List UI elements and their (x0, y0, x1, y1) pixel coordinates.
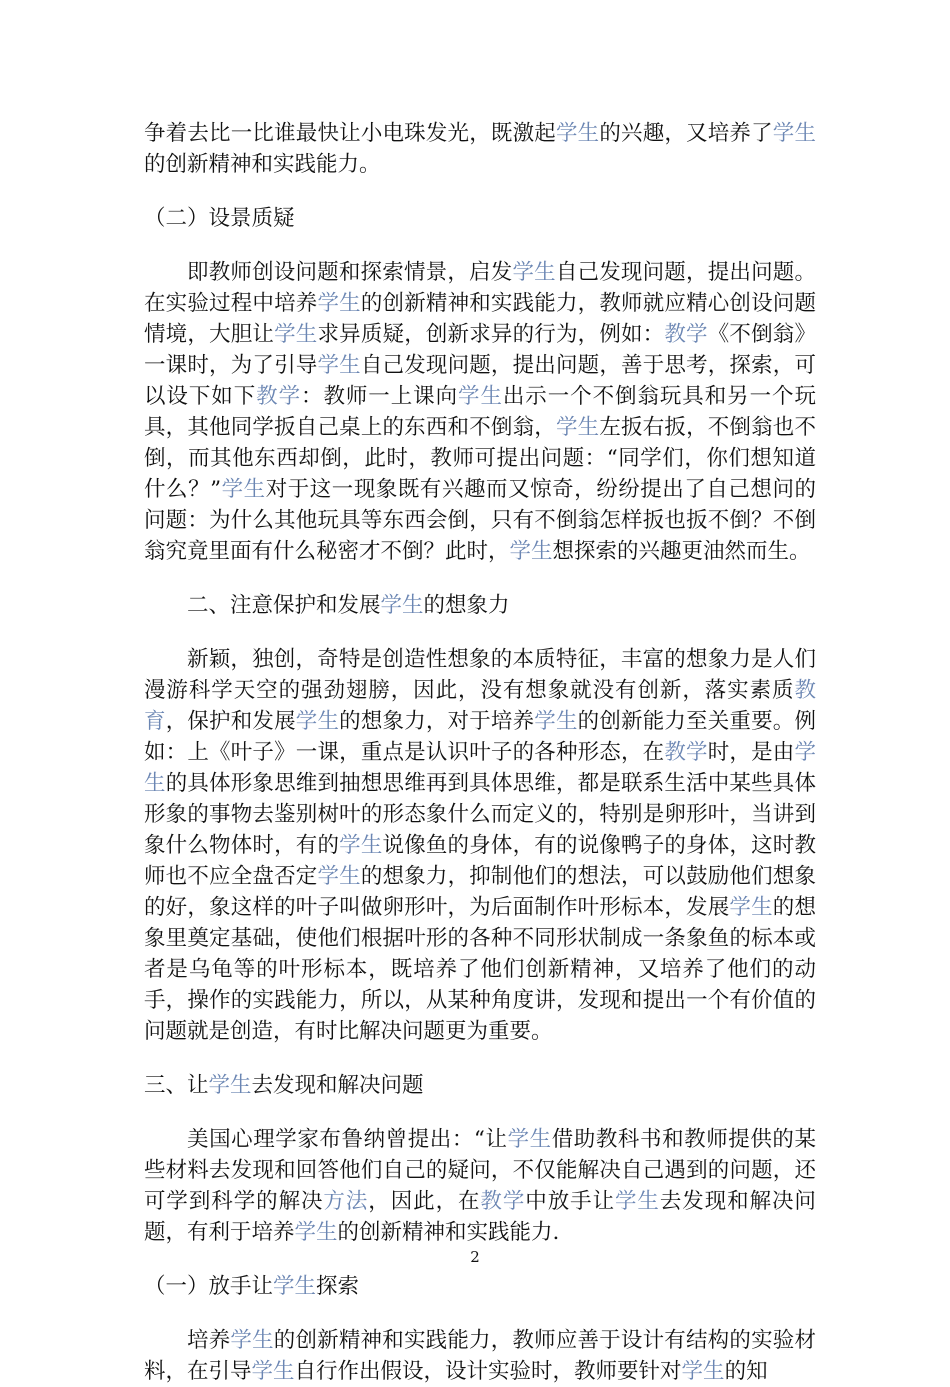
keyword-link[interactable]: 学生 (230, 1328, 274, 1353)
keyword-link[interactable]: 教学 (664, 740, 708, 765)
text-run: 新颖，独创，奇特是创造性想象的本质特征，丰富的想象力是人们漫游科学天空的强劲翅膀，因此，没有想象就没有创新，落实素质 (144, 647, 816, 703)
text-run: 的创新精神和实践能力。 (144, 152, 381, 177)
section-heading (144, 1271, 816, 1302)
section-heading (144, 590, 816, 621)
text-run: ：教师一上课向 (301, 384, 459, 409)
keyword-link[interactable]: 学生 (615, 1189, 660, 1214)
keyword-link[interactable]: 学生 (772, 121, 816, 146)
text-run: 的想象力 (423, 593, 510, 618)
keyword-link[interactable]: 学生 (729, 895, 773, 920)
text-run: 自己发现问题，提出问题。在实验过程中培养 (144, 260, 816, 316)
text-run: 的想象力，抑制他们的想法，可以鼓励他们想象的好，象这样的叶子叫做卵形叶，为后面制作叶形标本，发展 (144, 864, 816, 920)
text-run: 《不倒翁》一课时，为了引导 (144, 322, 816, 378)
keyword-link[interactable]: 方法 (323, 1189, 369, 1214)
text-run: 的创新能力至关重要。例如：上《叶子》一课，重点是认识叶子的各种形态，在 (144, 709, 816, 765)
keyword-link[interactable]: 学生 (555, 415, 600, 440)
paragraph (144, 1124, 816, 1248)
paragraph (144, 644, 816, 1047)
text-run: 自行作出假设，设计实验时，教师要针对 (294, 1359, 682, 1384)
text-run: 的创新精神和实践能力，教师应善于设计有结构的实验材料，在引导 (144, 1328, 816, 1384)
text-run: ，保护和发展 (165, 709, 296, 734)
keyword-link[interactable]: 学生 (339, 833, 383, 858)
keyword-link[interactable]: 学生 (512, 260, 556, 285)
keyword-link[interactable]: 学生 (534, 709, 578, 734)
text-run: 对于这一现象既有兴趣而又惊奇，纷纷提出了自己想问的问题：为什么其他玩具等东西会倒，只有不倒翁怎样扳也扳不倒？不倒翁究竟里面有什么秘密才不倒？此时， (144, 477, 816, 564)
text-run: （一）放手让 (144, 1274, 274, 1299)
keyword-link[interactable]: 学生 (273, 1274, 317, 1299)
keyword-link[interactable]: 教学 (664, 322, 708, 347)
text-run: （二）设景质疑 (144, 206, 295, 231)
text-run: 的想象里奠定基础，使他们根据叶形的各种不同形状制成一条象鱼的标本或者是乌龟等的叶形标本，既培养了他们创新精神，又培养了他们的动手，操作的实践能力，所以，从某种角度讲，发现和提出一个有价值的问题就是创造，有时比解决问题更为重要。 (144, 895, 816, 1044)
text-run: 的想象力，对于培养 (339, 709, 535, 734)
page-number: 2 (470, 1248, 480, 1266)
keyword-link[interactable]: 教育 (144, 678, 816, 734)
paragraph (144, 1325, 816, 1387)
keyword-link[interactable]: 学生 (458, 384, 503, 409)
paragraph (144, 257, 816, 567)
text-run: 的创新精神和实践能力. (337, 1220, 560, 1245)
text-run: 探索 (316, 1274, 360, 1299)
text-run: 左扳右扳，不倒翁也不倒，而其他东西却倒，此时，教师可提出问题：“同学们，你们想知道什么？” (144, 415, 816, 502)
keyword-link[interactable]: 学生 (317, 291, 361, 316)
keyword-link[interactable]: 学生 (509, 539, 553, 564)
text-run: 的知 (724, 1359, 768, 1384)
keyword-link[interactable]: 学生 (317, 353, 361, 378)
keyword-link[interactable]: 学生 (144, 740, 816, 796)
text-run: 自己发现问题，提出问题，善于思考，探索，可以设下如下 (144, 353, 816, 409)
text-run: 的兴趣，又培养了 (599, 121, 773, 146)
paragraph (144, 118, 816, 180)
text-run: 三、让 (144, 1073, 209, 1098)
keyword-link[interactable]: 学生 (221, 477, 266, 502)
keyword-link[interactable]: 教学 (256, 384, 302, 409)
text-run: 美国心理学家布鲁纳曾提出：“让 (187, 1127, 508, 1152)
text-run: 时，是由 (707, 740, 795, 765)
text-run: ，因此，在 (368, 1189, 481, 1214)
text-run: 即教师创设问题和探索情景，启发 (187, 260, 513, 285)
keyword-link[interactable]: 学生 (681, 1359, 725, 1384)
text-run: 中放手让 (525, 1189, 615, 1214)
text-run: 想探索的兴趣更油然而生。 (552, 539, 811, 564)
section-heading (144, 203, 816, 234)
keyword-link[interactable]: 学生 (274, 322, 318, 347)
text-run: 去发现和解决问题 (251, 1073, 424, 1098)
text-run: 去发现和解决问题，有利于培养 (144, 1189, 816, 1245)
keyword-link[interactable]: 教学 (480, 1189, 526, 1214)
keyword-link[interactable]: 学生 (317, 864, 361, 889)
document-body (144, 118, 816, 1387)
text-run: 的具体形象思维到抽想思维再到具体思维，都是联系生活中某些具体形象的事物去鉴别树叶的形态象什么而定义的，特别是卵形叶，当讲到象什么物体时，有的 (144, 771, 816, 858)
text-run: 的创新精神和实践能力，教师就应精心创设问题情境，大胆让 (144, 291, 816, 347)
text-run: 二、注意保护和发展 (187, 593, 381, 618)
text-run: 培养 (187, 1328, 231, 1353)
keyword-link[interactable]: 学生 (555, 121, 600, 146)
keyword-link[interactable]: 学生 (251, 1359, 295, 1384)
text-run: 借助教科书和教师提供的某些材料去发现和回答他们自己的疑问，不仅能解决自己遇到的问题，还可学到科学的解决 (144, 1127, 816, 1214)
keyword-link[interactable]: 学生 (380, 593, 424, 618)
text-run: 出示一个不倒翁玩具和另一个玩具，其他同学扳自己桌上的东西和不倒翁， (144, 384, 816, 440)
text-run: 求异质疑，创新求异的行为，例如： (317, 322, 665, 347)
text-run: 说像鱼的身体，有的说像鸭子的身体，这时教师也不应全盘否定 (144, 833, 816, 889)
section-heading (144, 1070, 816, 1101)
keyword-link[interactable]: 学生 (294, 1220, 338, 1245)
keyword-link[interactable]: 学生 (295, 709, 340, 734)
text-run: 争着去比一比谁最快让小电珠发光，既激起 (144, 121, 556, 146)
keyword-link[interactable]: 学生 (208, 1073, 252, 1098)
keyword-link[interactable]: 学生 (507, 1127, 552, 1152)
